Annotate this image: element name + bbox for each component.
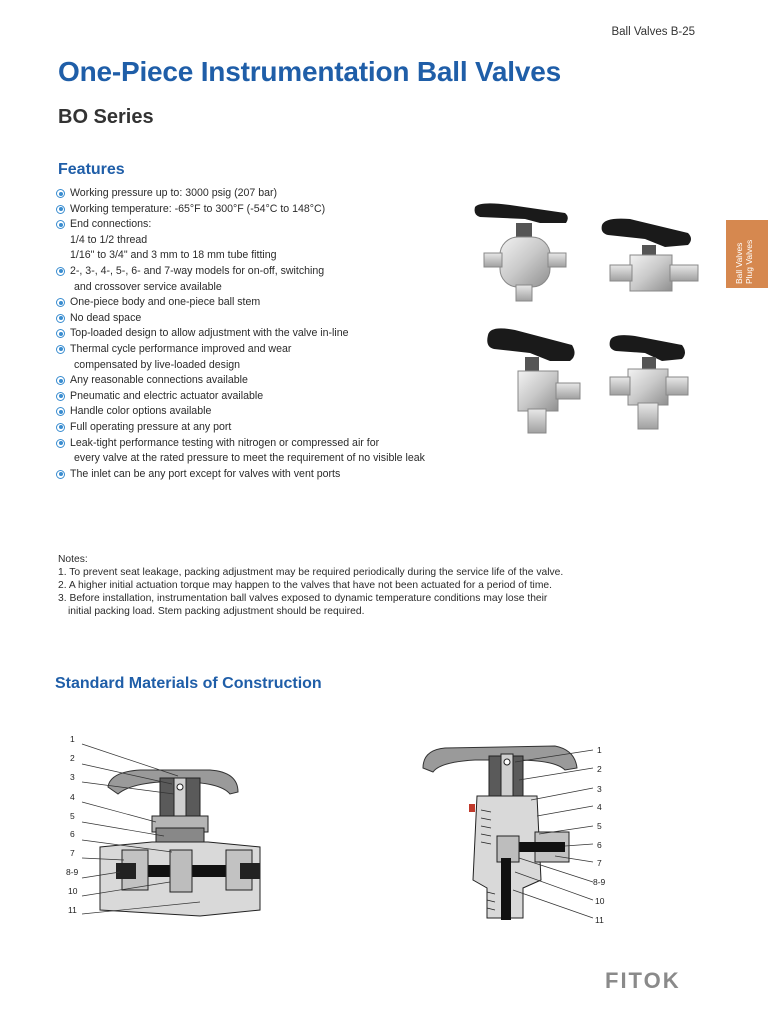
product-photos	[470, 195, 710, 445]
callout-label: 10	[68, 886, 78, 896]
callout-label: 3	[597, 784, 602, 794]
feature-item: Working pressure up to: 3000 psig (207 bar)	[56, 186, 496, 202]
callout-label: 3	[70, 772, 75, 782]
bullet-icon	[56, 220, 65, 229]
feature-item: Thermal cycle performance improved and wear compensated by live-loaded design	[56, 342, 496, 373]
callout-label: 10	[595, 896, 605, 906]
multi-port-valve-photo	[475, 203, 568, 301]
feature-item: One-piece body and one-piece ball stem	[56, 295, 496, 311]
feature-item: End connections: 1/4 to 1/2 thread 1/16" to 3/4" and 3 mm to 18 mm tube fitting	[56, 217, 496, 264]
notes-heading: Notes:	[58, 554, 88, 565]
straight-valve-cross-section	[60, 732, 270, 922]
callout-label: 7	[597, 858, 602, 868]
bullet-icon	[56, 470, 65, 479]
notes-block	[58, 554, 678, 619]
angle-valve-cross-section	[415, 740, 615, 930]
note-2: 2. A higher initial actuation torque may happen to the valves that have not been actuated for a period of time.	[58, 579, 553, 591]
side-tab-label-plug-valves: Plug Valves	[744, 239, 754, 284]
callout-label: 5	[597, 821, 602, 831]
feature-item: Working temperature: -65°F to 300°F (-54°C to 148°C)	[56, 202, 496, 218]
two-way-valve-photo	[602, 219, 698, 291]
feature-item: Top-loaded design to allow adjustment with the valve in-line	[56, 326, 496, 342]
feature-item: Leak-tight performance testing with nitrogen or compressed air for every valve at the rated pressure to meet the requirement of no visible leak	[56, 436, 496, 467]
note-1: 1. To prevent seat leakage, packing adjustment may be required periodically during the service life of the valve.	[58, 566, 564, 578]
feature-item: Handle color options available	[56, 404, 496, 420]
section-side-tab[interactable]	[726, 220, 768, 288]
bullet-icon	[56, 376, 65, 385]
feature-item: No dead space	[56, 311, 496, 327]
bullet-icon	[56, 314, 65, 323]
note-3: 3. Before installation, instrumentation ball valves exposed to dynamic temperature conditions may lose their	[58, 592, 548, 604]
callout-label: 1	[70, 734, 75, 744]
callout-label: 7	[70, 848, 75, 858]
fitok-logo: FITOK	[605, 968, 681, 993]
three-way-valve-photo	[610, 335, 688, 429]
side-tab-label-ball-valves: Ball Valves	[734, 242, 744, 284]
page-reference: Ball Valves B-25	[611, 26, 695, 38]
feature-item: The inlet can be any port except for valves with vent ports	[56, 467, 496, 483]
bullet-icon	[56, 407, 65, 416]
note-3-continued: initial packing load. Stem packing adjustment should be required.	[68, 605, 365, 617]
callout-label: 4	[70, 792, 75, 802]
bullet-icon	[56, 189, 65, 198]
page-title: One-Piece Instrumentation Ball Valves	[58, 56, 561, 87]
feature-item: Pneumatic and electric actuator available	[56, 389, 496, 405]
features-list	[56, 186, 496, 482]
features-heading: Features	[58, 161, 125, 178]
bullet-icon	[56, 267, 65, 276]
callout-label: 8-9	[593, 877, 606, 887]
feature-item: Full operating pressure at any port	[56, 420, 496, 436]
callout-label: 2	[70, 753, 75, 763]
bullet-icon	[56, 439, 65, 448]
callout-label: 6	[70, 829, 75, 839]
callout-label: 1	[597, 745, 602, 755]
callout-label: 11	[595, 915, 604, 925]
bullet-icon	[56, 392, 65, 401]
bullet-icon	[56, 205, 65, 214]
feature-item: Any reasonable connections available	[56, 373, 496, 389]
bullet-icon	[56, 329, 65, 338]
angle-valve-photo	[487, 328, 580, 433]
callout-label: 4	[597, 802, 602, 812]
callout-label: 2	[597, 764, 602, 774]
feature-item: 2-, 3-, 4-, 5-, 6- and 7-way models for on-off, switching and crossover service available	[56, 264, 496, 295]
callout-label: 5	[70, 811, 75, 821]
bullet-icon	[56, 423, 65, 432]
callout-label: 8-9	[66, 867, 79, 877]
bullet-icon	[56, 345, 65, 354]
series-subtitle: BO Series	[58, 106, 154, 128]
materials-heading: Standard Materials of Construction	[55, 675, 322, 692]
callout-label: 11	[68, 905, 77, 915]
callout-label: 6	[597, 840, 602, 850]
bullet-icon	[56, 298, 65, 307]
